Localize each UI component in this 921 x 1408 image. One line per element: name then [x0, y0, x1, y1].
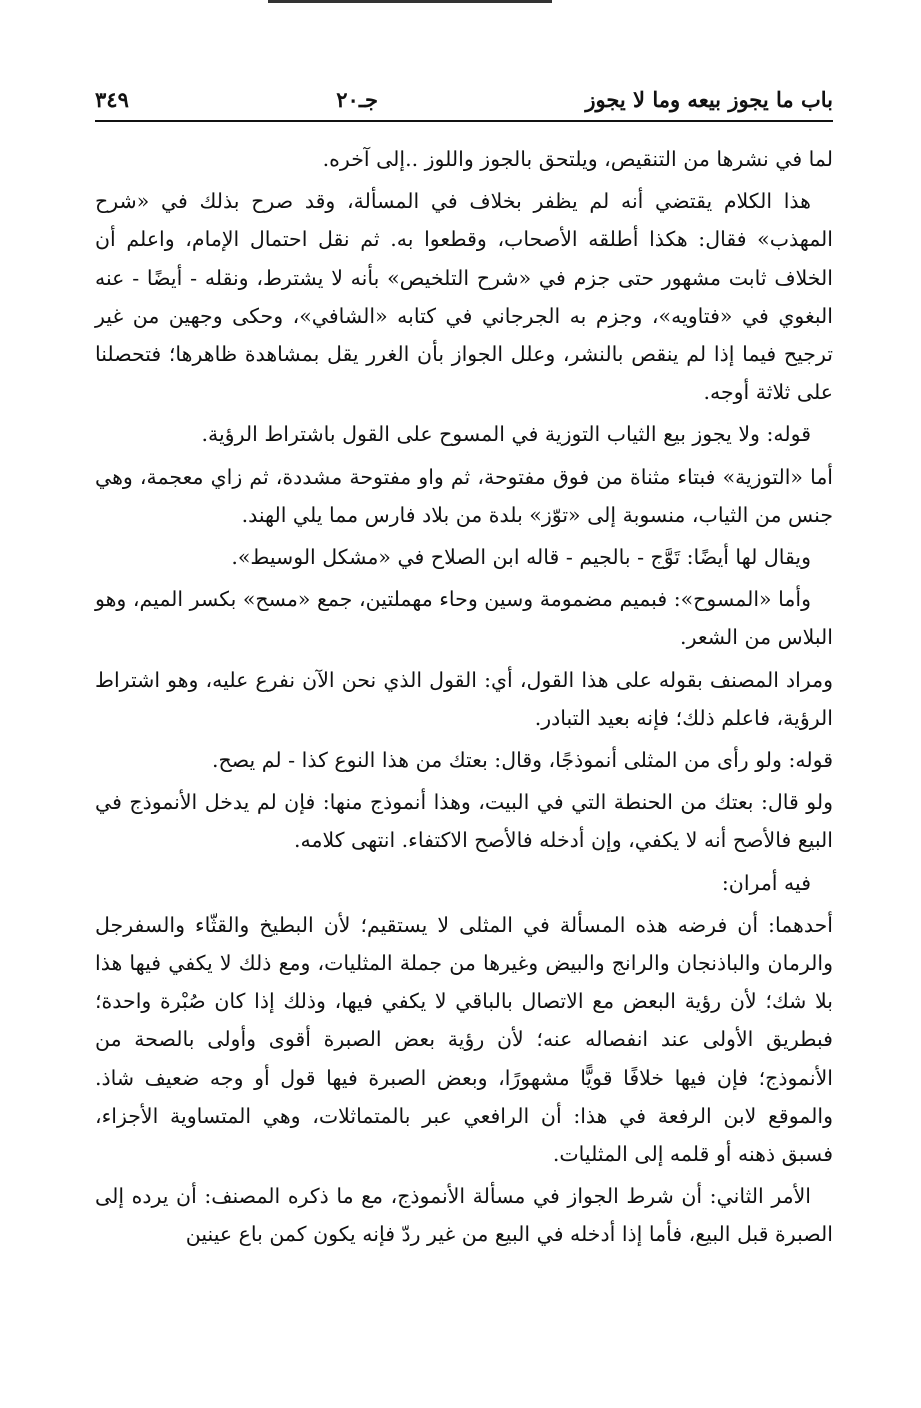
paragraph: ولو قال: بعتك من الحنطة التي في البيت، وهذا أنموذج منها: فإن لم يدخل الأنموذج في البيع فالأصح أنه لا يكفي، وإن أدخله فالأصح الاكتفاء. انتهى كلامه.: [95, 790, 833, 853]
paragraph: أحدهما: أن فرضه هذه المسألة في المثلى لا يستقيم؛ لأن البطيخ والقثّاء والسفرجل والرمان والباذنجان والرانج والبيض وغيرها من جملة المثليات، ومع ذلك لا يكفي فيها هذا بلا شك؛ لأن رؤية البعض مع الاتصال بالباقي لا يكفي فيها، وذلك إذا كان صُبْرة واحدة؛ فبطريق الأولى عند انفصاله عنه؛ لأن رؤية بعض الصبرة أقوى وأولى بالصحة من الأنموذج؛ فإن فيها خلافًا قويًّا مشهورًا، وبعض الصبرة فيها قول أو وجه ضعيف شاذ. والموقع لابن الرفعة في هذا: أن الرافعي عبر بالمتماثلات، وهي المتساوية الأجزاء، فسبق ذهنه أو قلمه إلى المثليات.: [95, 912, 833, 1167]
paragraph: هذا الكلام يقتضي أنه لم يظفر بخلاف في المسألة، وقد صرح بذلك في «شرح المهذب» فقال: هكذا أطلقه الأصحاب، وقطعوا به. ثم نقل احتمال الإمام، واعلم أن الخلاف ثابت مشهور حتى جزم في «شرح التلخيص» بأنه لا يشترط، ونقله - أيضًا - عنه البغوي في «فتاويه»، وجزم به الجرجاني في كتابه «الشافي»، وحكى وجهين من غير ترجيح فيما إذا لم ينقص بالنشر، وعلل الجواز بأن الغرر يقل بمشاهدة ظاهرها؛ فتحصلنا على ثلاثة أوجه.: [95, 189, 833, 405]
paragraph: الأمر الثاني: أن شرط الجواز في مسألة الأنموذج، مع ما ذكره المصنف: أن يرده إلى الصبرة قبل البيع، فأما إذا أدخله في البيع من غير ردّ فإنه يكون كمن باع عينين: [95, 1184, 833, 1247]
chapter-title: باب ما يجوز بيعه وما لا يجوز: [585, 86, 833, 112]
paragraph: قوله: ولو رأى من المثلى أنموذجًا، وقال: بعتك من هذا النوع كذا - لم يصح.: [212, 748, 833, 773]
page-body: [95, 140, 833, 1258]
paragraph: ويقال لها أيضًا: تَوَّج - بالجيم - قاله ابن الصلاح في «مشكل الوسيط».: [231, 545, 811, 570]
paragraph: فيه أمران:: [721, 870, 811, 895]
running-header: [95, 78, 833, 120]
paragraph: وأما «المسوح»: فبميم مضمومة وسين وحاء مهملتين، جمع «مسح» بكسر الميم، وهو البلاس من الشعر.: [95, 587, 833, 650]
top-rule: [268, 0, 552, 3]
page-number: ٣٤٩: [95, 86, 129, 112]
paragraph: ومراد المصنف بقوله على هذا القول، أي: القول الذي نحن الآن نفرع عليه، وهو اشتراط الرؤية، فاعلم ذلك؛ فإنه بعيد التبادر.: [95, 667, 833, 730]
paragraph: أما «التوزية» فبتاء مثناة من فوق مفتوحة، ثم واو مفتوحة مشددة، ثم زاي معجمة، وهي جنس من الثياب، منسوبة إلى «توّز» بلدة من بلاد فارس مما يلي الهند.: [95, 464, 833, 527]
header-rule: [95, 120, 833, 122]
paragraph: لما في نشرها من التنقيص، ويلتحق بالجوز واللوز ..إلى آخره.: [322, 147, 833, 171]
volume-label: جـ٢٠: [336, 86, 378, 112]
paragraph: قوله: ولا يجوز بيع الثياب التوزية في المسوح على القول باشتراط الرؤية.: [201, 422, 811, 447]
